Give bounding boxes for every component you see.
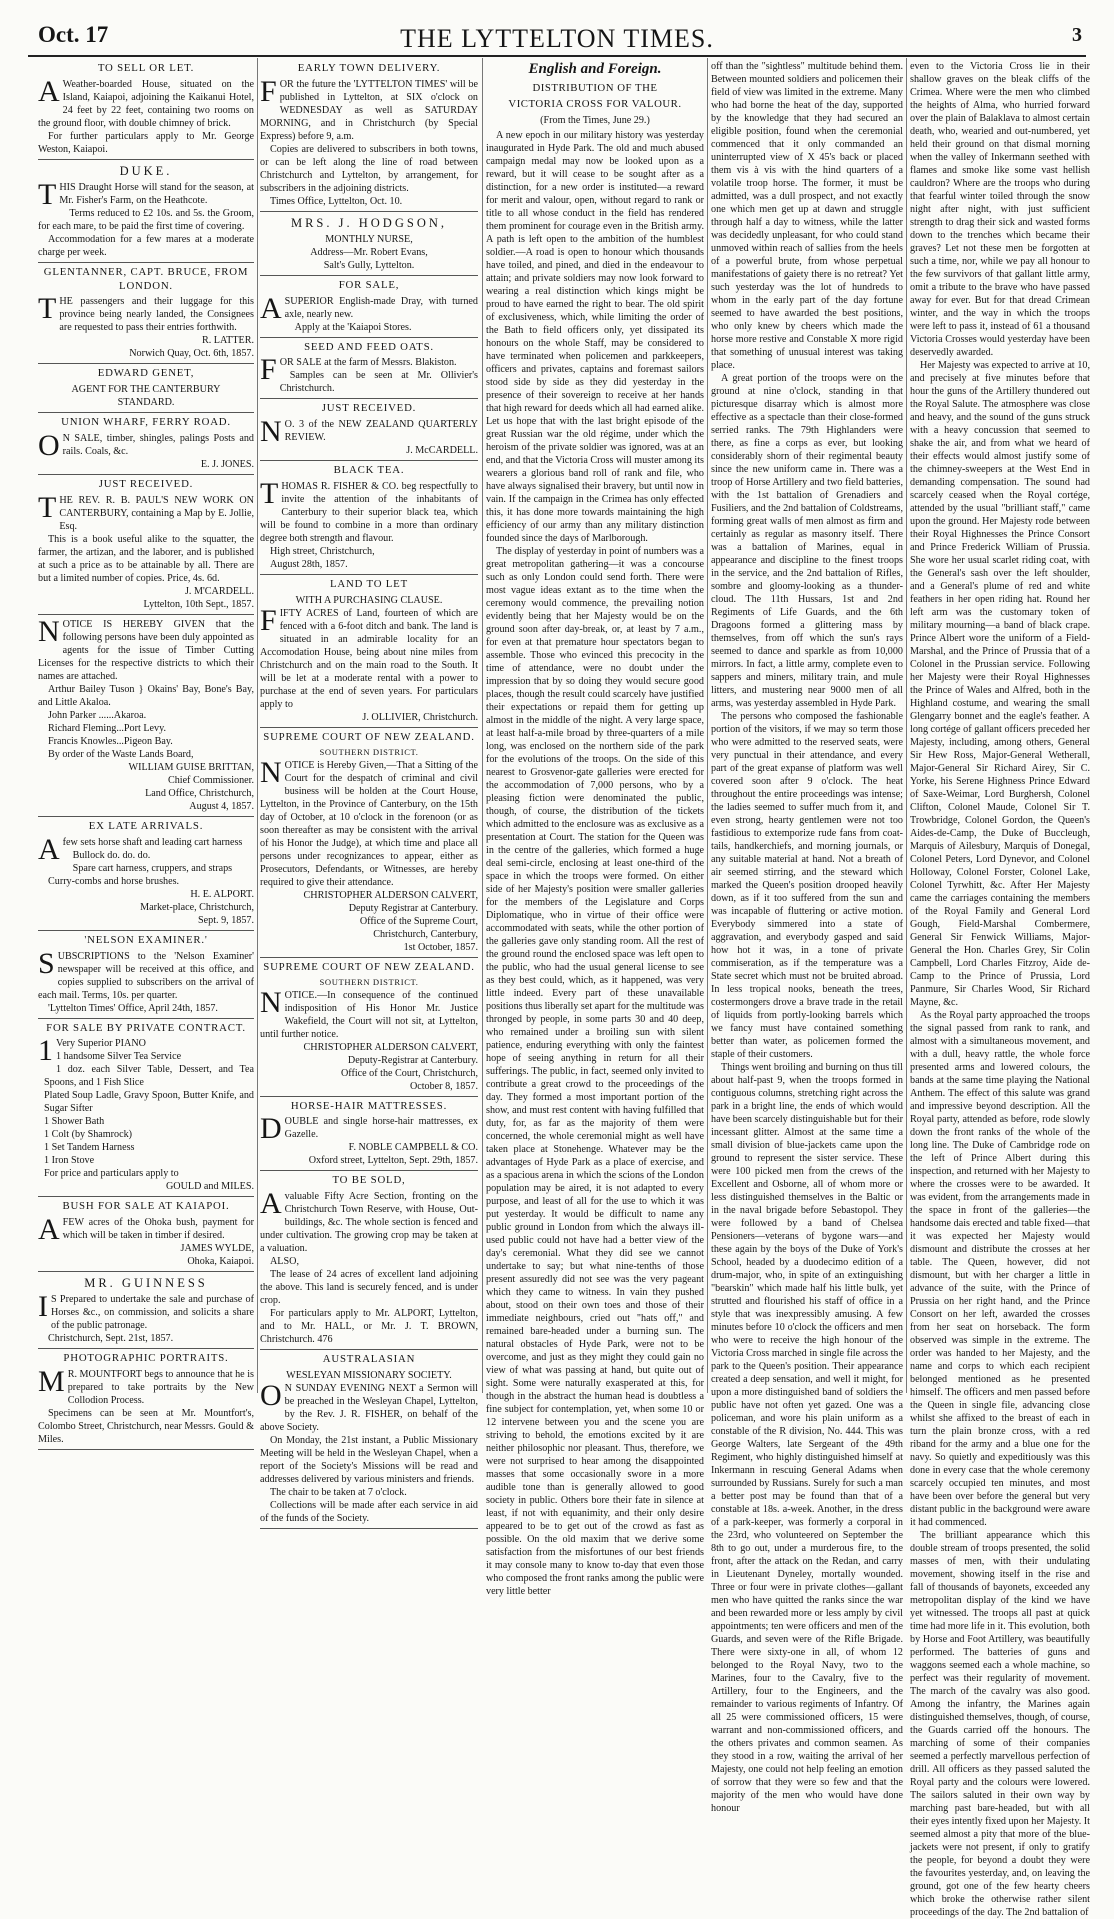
drop-capital: A <box>38 832 60 866</box>
ad-signature: F. NOBLE CAMPBELL & CO. <box>348 1142 478 1154</box>
ad-title: MRS. J. HODGSON, <box>290 215 447 230</box>
drop-capital: A <box>260 291 282 325</box>
ad-separator <box>38 930 254 931</box>
advertisement <box>38 478 254 611</box>
ad-text: Richard Fleming...Port Levy. <box>48 722 167 734</box>
ad-separator <box>260 460 478 461</box>
ad-text: Bullock do. do. do. <box>72 849 151 861</box>
drop-capital: T <box>38 292 57 326</box>
ad-separator <box>260 211 478 212</box>
advertisement <box>260 402 478 457</box>
ad-signature: E. J. JONES. <box>200 459 254 471</box>
ad-text: Specimens can be seen at Mr. Mountfort's, Colombo Street, Christchurch, near Messrs. Gould & Miles. <box>38 1407 254 1445</box>
ad-text: N SALE, timber, shingles, palings Posts and rails. Coals, &c. <box>62 433 254 458</box>
ad-text: few sets horse shaft and leading cart harness <box>62 836 243 848</box>
drop-capital: N <box>260 415 282 449</box>
ad-text: OUBLE and single horse-hair mattresses, ex Gazelle. <box>284 1116 478 1141</box>
ad-text: Curry-combs and horse brushes. <box>48 875 180 887</box>
newspaper-title: THE LYTTELTON TIMES. <box>400 24 714 53</box>
article-column-3 <box>910 60 1090 1918</box>
ad-signature: CHRISTOPHER ALDERSON CALVERT, <box>303 1041 478 1053</box>
advertisement <box>38 1352 254 1446</box>
ad-signature: H. E. ALPORT. <box>190 888 254 900</box>
drop-capital: S <box>38 946 55 980</box>
drop-capital: A <box>38 1213 60 1247</box>
article-column-2 <box>711 60 903 1814</box>
masthead <box>0 10 1114 53</box>
column-rule <box>257 58 258 1393</box>
advertisement <box>38 934 254 1015</box>
advertisement <box>38 1275 254 1345</box>
article-paragraph: A new epoch in our military history was yesterday inaugurated in Hyde Park. The old and much abused campaign medal may now be looked upon as a reward, but it will cease to be sought after as a distinction, for a new order is instituted—a reward for merit and valour, open, without regard to rank or title to all whose conduct in the field has rendered them prominent for courage even in the British army. A path is left open to the ambition of the humblest soldier.—A road is open to honour which thousands have toiled, and pined, and died in the endeavour to attain; and private soldiers may now look forward to wearing a real distinction which kings might be proud to have earned the right to bear. The old spirit of exclusiveness, which, while limiting the order of the Bath to field officers only, yet dissipated its honours on the whole Staff, may be considered to have terminated when policemen and parkkeepers, officers and privates, captains and foremast sailors stood side by side as they did yesterday in the presence of their sovereign to receive at her hands that high reward for deeds which all had earned alike. Let us hope that with the last bright episode of the great Russian war the old régime, under which the heroism of the private soldier was ignored, was at an end, and that the Victoria Cross will muster among its wearers a glorious band roll of rank and file, who have always signalised their bravery, but until now in vain. If the campaign in the Crimea has only effected this, it has done more towards maintaining the high efficiency of our army than any military distinction founded since the days of Marlborough. <box>486 129 704 544</box>
ad-separator <box>38 614 254 615</box>
ad-separator <box>260 337 478 338</box>
ad-text: OR SALE at the farm of Messrs. Blakiston. <box>279 357 457 369</box>
advertisement-column-2 <box>260 60 478 1524</box>
ad-separator <box>260 957 478 958</box>
ad-signature: Market-place, Christchurch, <box>140 901 254 913</box>
ad-signature: R. LATTER. <box>201 335 254 347</box>
ad-signature: WILLIAM GUISE BRITTAN, <box>128 761 254 773</box>
advertisement <box>260 731 478 954</box>
ad-separator <box>38 1449 254 1450</box>
drop-capital: M <box>38 1364 65 1398</box>
ad-signature: J. M'CARDELL. <box>184 585 254 597</box>
ad-title: AUSTRALASIAN <box>322 1353 416 1366</box>
advertisement <box>260 464 478 571</box>
ad-text: Terms reduced to £2 10s. and 5s. the Groom, for each mare, to be paid the first time of covering. <box>38 207 254 232</box>
ad-text: UBSCRIPTIONS to the 'Nelson Examiner' newspaper will be received at this office, and copies supplied to subscribers on the arrival of each mail. Terms, 10s. per quarter. <box>38 950 254 1001</box>
ad-signature: Deputy Registrar at Canterbury. <box>348 902 478 914</box>
ad-text: SUPERIOR English-made Dray, with turned axle, nearly new. <box>284 295 478 320</box>
ad-title: TO SELL OR LET. <box>97 62 195 74</box>
ad-text: 'Lyttelton Times' Office, April 24th, 1857. <box>48 1002 218 1014</box>
ad-signature: Land Office, Christchurch, <box>145 787 254 799</box>
ad-text: HIS Draught Horse will stand for the season, at Mr. Fisher's Farm, on the Heathcote. <box>59 181 254 206</box>
ad-separator <box>38 1196 254 1197</box>
drop-capital: A <box>260 1187 282 1221</box>
article-paragraph: Things went broiling and burning on thus till about half-past 9, when the troops formed in contiguous columns, stretching right across the park in a bright line, the ends of which would have been scarcely distinguishable but for their incessant glitter. Almost at the same time a small division of blue-jackets came upon the ground to represent the sister service. These were 100 picked men from the crews of the Excellent and Osborne, all of whom more or less distinguished themselves in the Baltic or in the naval brigade before Sebastopol. They were followed by a band of Chelsea Pensioners—veterans of bygone wars—and these again by the boys of the Duke of York's School, headed by a duodecimo edition of a drum-major, who, in spite of an extinguishing "bearskin" which made half his little bulk, yet strutted and flourished his staff of office in a style that was inexpressibly amusing. A few minutes before 10 o'clock the officers and men who were to receive the high honour of the Victoria Cross marched in single file across the park to the Queen's position. Their appearance created a deep sensation, and well it might, for upon a more distinguished band of soldiers the public have not often yet gazed. One was a policeman, and wore his plain uniform as a constable of the R division, No. 444. This was George Walters, late Sergeant of the 49th Regiment, who highly distinguished himself at Inkermann in rescuing General Adams when surrounded by Russians. Surely for such a man a better post may be found than that of a constable at 18s. a-week. Another, in the dress of a park-keeper, was formerly a corporal in the 23rd, who volunteered on September the 8th to go out, under a murderous fire, to the front, after the attack on the Redan, and carry in Lieutenant Dyneley, mortally wounded. Three or four were in private clothes—gallant men who have quitted the ranks since the war and been rewarded more or less amply by civil appointments; ten were officers and men of the Guards, and seven were of the Rifle Brigade. There were sixty-one in all, of whom 12 belonged to the Royal Navy, two to the Marines, four to the Cavalry, five to the Artillery, four to the Engineers, and the remainder to various regiments of Infantry. Of all 25 were commissioned officers, 15 were warrant and non-commissioned officers, and the others privates and common seamen. As they stood in a row, waiting the arrival of her Majesty, one could not help feeling an emotion of sorrow that they were so few and that the majority of the men who would have done honour <box>711 1062 903 1814</box>
advertisement <box>38 266 254 361</box>
ad-title: UNION WHARF, FERRY ROAD. <box>61 416 231 429</box>
ad-text: valuable Fifty Acre Section, fronting on the Christchurch Town Reserve, with House, Out-buildings, &c. The whole section is fenced and under cultivation. The growing crop may be taken at a valuation. <box>260 1191 478 1255</box>
ad-title: JUST RECEIVED. <box>321 402 417 415</box>
drop-capital: O <box>260 1378 282 1412</box>
ad-signature: CHRISTOPHER ALDERSON CALVERT, <box>303 889 478 901</box>
drop-capital: F <box>260 74 277 108</box>
ad-text: Spare cart harness, cruppers, and straps <box>72 862 233 874</box>
column-rule <box>906 58 907 1393</box>
ad-title: SUPREME COURT OF NEW ZEALAND. <box>263 960 475 973</box>
drop-capital: F <box>260 353 277 387</box>
ad-signature: Office of the Court, Christchurch, <box>340 1067 478 1079</box>
advertisement <box>260 279 478 334</box>
ad-title: SEED AND FEED OATS. <box>304 340 434 353</box>
ad-title: EX LATE ARRIVALS. <box>88 819 204 832</box>
ad-text: S Prepared to undertake the sale and purchase of Horses &c., on commission, and solicits a share of the public patronage. <box>51 1294 254 1332</box>
ad-list-item: 1 Colt (by Shamrock) <box>44 1129 133 1141</box>
ad-title: 'NELSON EXAMINER.' <box>84 933 208 946</box>
ad-subtitle: MONTHLY NURSE, <box>325 233 413 245</box>
ad-text: For further particulars apply to Mr. George Weston, Kaiapoi. <box>38 130 254 155</box>
drop-capital: T <box>260 477 279 511</box>
advertisement <box>38 1200 254 1268</box>
ad-signature: Christchurch, Canterbury, <box>373 928 478 940</box>
article-headline-line-1: DISTRIBUTION OF THE <box>532 82 658 95</box>
ad-subtitle: STANDARD. <box>117 397 175 409</box>
article-paragraph: The persons who composed the fashionable portion of the visitors, if we may so term those who were admitted to the reserved seats, were very punctual in their attendance, and every part of the great expanse of platform was well covered soon after 9 o'clock. The heat throughout the entire proceedings was intense; the ladies seemed to suffer much from it, and even strong, hearty gentlemen were not too fastidious to extemporize rude fans from coat-tails, handkerchiefs, and morning journals, or any suitable material at hand. Not a breath of air seemed stirring, and the steward which marked the Queen's position drooped heavily down, as if it too suffered from the sun and was incapable of fluttering or active motion. Everybody simmered into a state of aggravation, and everybody gasped and said how hot it was, in a tone of private commiseration, as if the temperature was a State secret which must not be bruited abroad. In less tropical nooks, beneath the trees, costermongers drove a brave trade in the retail of liquids from portly-looking barrels which we fancy must have contained something better than water, as policemen formed the staple of their customers. <box>711 711 903 1060</box>
ad-subtitle: Salt's Gully, Lyttelton. <box>323 259 415 271</box>
ad-text: Arthur Bailey Tuson } Okains' Bay, Bone's Bay, and Little Akaloa. <box>38 683 254 708</box>
ad-list-item: 1 handsome Silver Tea Service <box>56 1051 182 1063</box>
ad-separator <box>260 398 478 399</box>
article-paragraph: Her Majesty was expected to arrive at 10, and precisely at five minutes before that hour the guns of the Artillery thundered out the Royal Salute. The atmosphere was close and heavy, and the sound of the guns struck with a heavy concussion that seemed to shake the air, and from what we heard of their effects would almost justify some of the chimney-sweepers at the West End in demanding compensation. The sound had scarcely ceased when the Royal cortége, attended by the usual "brilliant staff," came upon the ground. Her Majesty rode between their Royal Highnesses the Prince Consort and Prince Frederick William of Prussia. She wore her usual scarlet riding coat, with the General's sash over the left shoulder, and a General's plume of red and white feathers in her open riding hat. Round her left arm was the customary token of military mourning—a band of black crape. Prince Albert wore the uniform of a Field-Marshal, and the Prince of Prussia that of a Colonel in the Prussian service. Following her Majesty were their Royal Highnesses the Prince of Wales and Alfred, both in the Highland costume, and wearing the small Glengarry bonnet and the eagle's feather. A long cortége of gallant officers preceded her Majesty, including, among others, General Sir Hew Ross, Major-General Wetherall, Major-General Sir Richard Airey, Sir C. Yorke, his Serene Highness Prince Edward of Saxe-Weimar, Lord Burghersh, Colonel Clifton, Colonel Maude, Colonel Sir T. Trowbridge, Colonel Gordon, the Queen's Aides-de-Camp, the Duke of Buccleugh, Marquis of Ailesbury, Marquis of Donegal, Colonel Peters, Lord Dynevor, and Colonel Holloway, Colonel Forster, Colonel Lake, Colonel Tyrwhitt, &c. After Her Majesty came the carriages containing the members of the Royal Family and General Lord Gough, Field-Marshal Combermere, General Sir Fenwick Williams, Major-General the Hon. Charles Grey, Sir Colin Campbell, Lord Charles Fitzroy, Aide de-Camp to the Prince of Prussia, Lord Panmure, Sir Charles Wood, Sir Richard Mayne, &c. <box>910 360 1090 1008</box>
ad-title: EDWARD GENET, <box>97 367 195 380</box>
ad-list-item: 1 Set Tandem Harness <box>44 1142 135 1154</box>
ad-title: FOR SALE BY PRIVATE CONTRACT. <box>46 1021 246 1034</box>
ad-text: High street, Christchurch, <box>270 546 375 558</box>
ad-separator <box>260 727 478 728</box>
ad-text: OR the future the 'LYTTELTON TIMES' will be published in Lyttelton, at SIX o'clock on WEDNESDAY as well as SATURDAY MORNING, and in Christchurch (by Special Express) before 9, a.m. <box>260 78 478 142</box>
article-paragraph: even to the Victoria Cross lie in their shallow graves on the bleak cliffs of the Crimea. Where were the men who climbed the heights of Alma, who hurried forward over the plain of Balaklava to almost certain death, who, wearied and out-numbered, yet held their ground on that dismal morning when the valley of Inkermann seethed with flames and smoke like some vast hellish cauldron? Where are the troops who during that fearful winter toiled through the snow night after night, with just sufficient strength to drag their sick and wasted forms down to the trenches which became their graves? Let not these men be forgotten at such a time, nor, while we pay all honour to the few survivors of that gallant little army, omit a tribute to the brave who have passed away for ever. But for that dread Crimean winter, and the way in which the troops were left to pass it, instead of 61 a thousand Victoria Crosses would yesterday have been deservedly awarded. <box>910 61 1090 358</box>
article-column-1 <box>486 60 704 1597</box>
ad-signature: 1st October, 1857. <box>403 941 478 953</box>
ad-text: Apply at the 'Kaiapoi Stores. <box>294 321 412 333</box>
advertisement <box>38 416 254 471</box>
ad-text: OTICE IS HEREBY GIVEN that the following persons have been duly appointed as agents for the issue of Timber Cutting Licenses for the respective districts to which their names are attached. <box>38 618 254 682</box>
drop-capital: F <box>260 603 277 637</box>
drop-capital: O <box>38 429 60 463</box>
ad-subtitle: AGENT FOR THE CANTERBURY <box>71 384 221 396</box>
ad-text: Accommodation for a few mares at a moderate charge per week. <box>38 233 254 258</box>
ad-signature: Sept. 9, 1857. <box>198 914 254 926</box>
article-paragraph: The brilliant appearance which this double stream of troops presented, the solid masses of men, with their undulating movement, showing itself in the rise and fall of thousands of bayonets, exceeded any metropolitan display of the kind we have yet witnessed. The troops all past at quick time had more life in it. This evolution, both by Horse and Foot Artillery, was beautifully performed. The batteries of guns and waggons seemed each a whole machine, so perfect was their regularity of movement. The march of the cavalry was also good. Among the infantry, the Marines again distinguished themselves, though, of course, the Guards carried off the honours. The marching of some of their companies seemed a perfectly marvellous perfection of drill. All officers as they passed saluted the Royal party and the colours were lowered. The sailors saluted in their own way by marching past bare-headed, but with all their eyes intently fixed upon her Majesty. It seemed almost a pity that more of the blue-jackets were not present, if only to gratify the people, for beyond a doubt they were the favourites yesterday, and, on leaving the ground, got one of the few hearty cheers which broke the otherwise rather silent proceedings of the day. The 2nd battalion of <box>910 1530 1090 1918</box>
ad-title: LAND TO LET <box>330 578 408 591</box>
ad-text: O. 3 of the NEW ZEALAND QUARTERLY REVIEW. <box>284 419 478 444</box>
ad-list-item: 1 Iron Stove <box>44 1155 95 1167</box>
advertisement-column-1 <box>38 60 254 1445</box>
ad-separator <box>38 363 254 364</box>
ad-text: HE passengers and their luggage for this province being nearly landed, the Consignees are requested to pass their entries forthwith. <box>59 296 254 334</box>
ad-subtitle: Address—Mr. Robert Evans, <box>310 246 428 258</box>
ad-text: HOMAS R. FISHER & CO. beg respectfully to invite the attention of the inhabitants of Canterbury to their superior black tea, which will be found to combine in a more than ordinary degree both strength and flavour. <box>260 481 478 545</box>
ad-title: FOR SALE, <box>338 278 400 291</box>
drop-capital: D <box>260 1112 282 1146</box>
ad-list-item: 1 doz. each Silver Table, Dessert, and Tea Spoons, and 1 Fish Slice <box>44 1064 254 1089</box>
advertisement <box>260 1353 478 1525</box>
ad-subtitle: WESLEYAN MISSIONARY SOCIETY. <box>286 1369 452 1381</box>
article-paragraph: The display of yesterday in point of numbers was a great metropolitan gathering—it was a concourse such as only London could send forth. There were most vague ideas extant as to the time when the ceremony would commence, the prevailing notion evidently being that her Majesty would be on the ground soon after day-break, or, at least by 7 a.m., for even at that premature hour spectators began to assemble. Those who evinced this precocity in the time of attendance, were no doubt under the impression that by so doing they would secure good places, though the result could scarcely have justified their expectations or repaid them for getting up almost in the middle of the night. A very large space, at least half-a-mile broad by three-quarters of a mile long, was enclosed on the northern side of the park for the evolutions of the troops. On the side of this nearest to Grosvenor-gate galleries were erected for the accommodation of 7,000 persons, who by a pleasing fiction were denominated the public, though, of course, the distribution of the tickets which admitted to the enclosure was as exclusive as a presentation at Court. The station for the Queen was in the centre of the galleries, which formed a huge deal semi-circle, enclosing at least one-third of the space in which the troops were formed. On either side of her Majesty's position were smaller galleries for the members of the Legislature and Corps Diplomatique, who in virtue of their office were accommodated with seats, while the other portion of the galleries gave only standing room. All the rest of the ground round the enclosed space was left open to the public, who had the usual general license to see as they best could, which, as it happened, was very little indeed. Every part of these unavailable positions thus liberally set apart for the multitude was thronged by people, in some parts 30 and 40 deep, who remained under a broiling sun with silent patience, enduring everything with only the faintest hope of seeing anything in return for all their sufferings. The public, in fact, seemed only invited to contribute a great crowd to the proceedings of the day. They formed a most important portion of the show, and must rest content with having fulfilled that duty, for, as far as the majority of them were concerned, the whole ceremonial might as well have taken place at Stonehenge. Whatever may be the advantages of Hyde Park as a place of exercise, and as a spacious arena in which the scions of the London population may be aired, it is not adapted to every purpose, and least of all for the use to which it was put yesterday. It would be difficult to name any public ground in London from which the always ill-used public could not have had a better view of the day's ceremonial. What they did see we cannot undertake to say; but what nine-tenths of those present assuredly did not see was the very pageant which they came to witness. In vain they pushed about, stood on their own toes and those of their immediate neighbours, cried out "hats off," and remained bare-headed under a burning sun. The natural obstacles of Hyde Park, were not to be overcome, and just as they might they could gain no view of what was passing at hand, but quite out of sight. Some were naturally exasperated at this, for though in the abstract the human head is doubtless a fine subject for contemplation, yet, when some 10 or 12 intervene between you and the scene you are striving to behold, the emotions excited by it are neither philosophic nor pleasant. Thus, therefore, we were not surprised to hear among the disappointed masses that some occasionally swore in a more audible tone than is generally allowed to good society in public. Others bore their fate in silence at least, if not with equanimity, and their only desire appeared to be to get out of the crowd as fast as possible. On the old maxim that we derive some satisfaction from the misfortunes of our best friends it may console many to know to-day that even those who composed the front ranks among the public were very little better <box>486 545 704 1597</box>
ad-separator <box>38 1271 254 1272</box>
article-paragraph: off than the "sightless" multitude behind them. Between mounted soldiers and policemen their field of view was limited in the extreme. Many who had borne the heat of the day, supported by the knowledge that they had secured an eligible position, found when the ceremonial commenced that it only commanded an uninterrupted view of X 45's back or placed them vis à vis with the hind quarters of a volatile troop horse. The former, it must be admitted, was a dull prospect, and not exactly one which men get up at dawn and struggle through half a day to witness, while the latter was decidedly unpleasant, for who could stand unmoved within reach of sallies from the heels of a powerful brute, from whose perpetual manifestations of gaiety there is no retreat? Yet such yesterday was the lot of hundreds to whom in the early part of the day fortune seemed to have awarded the best positions, who only knew by cheers which made the horse more restive and Constable X more rigid that something of unusual interest was taking place. <box>711 61 903 371</box>
ad-title: HORSE-HAIR MATTRESSES. <box>290 1099 448 1112</box>
ad-text: Samples can be seen at Mr. Ollivier's Christchurch. <box>279 370 478 395</box>
ad-subtitle: WITH A PURCHASING CLAUSE. <box>295 594 443 606</box>
ad-text: Francis Knowles...Pigeon Bay. <box>48 735 173 747</box>
ad-text: For particulars apply to Mr. ALPORT, Lyttelton, and to Mr. HALL, or Mr. J. T. BROWN, Christchurch. 476 <box>260 1308 478 1346</box>
ad-title: MR. GUINNESS <box>84 1276 208 1291</box>
article-body <box>486 129 704 1598</box>
ad-signature: Ohoka, Kaiapoi. <box>187 1256 254 1268</box>
ad-title: DUKE. <box>119 163 173 178</box>
drop-capital: T <box>38 490 57 524</box>
ad-text: N SUNDAY EVENING NEXT a Sermon will be preached in the Wesleyan Chapel, Lyttelton, by the Rev. J. R. FISHER, on behalf of the above Society. <box>260 1382 478 1433</box>
column-rule <box>482 58 483 1393</box>
ad-separator <box>260 574 478 575</box>
advertisement <box>260 1100 478 1168</box>
ad-separator <box>38 412 254 413</box>
ad-signature: Oxford street, Lyttelton, Sept. 29th, 1857. <box>308 1155 478 1167</box>
ad-text: Copies are delivered to subscribers in both towns, or can be left along the line of road between Christchurch and Lyttelton, by arrangement, for subscribers in the adjoining districts. <box>260 143 478 194</box>
ad-separator <box>260 275 478 276</box>
ad-title: SUPREME COURT OF NEW ZEALAND. <box>263 730 475 743</box>
ad-separator <box>38 262 254 263</box>
advertisement <box>260 215 478 272</box>
ad-signature: JAMES WYLDE, <box>180 1243 254 1255</box>
ad-signature: GOULD and MILES. <box>165 1181 254 1193</box>
ad-separator <box>38 474 254 475</box>
advertisement <box>260 1174 478 1346</box>
ad-text: Christchurch, Sept. 21st, 1857. <box>48 1333 174 1345</box>
article-paragraph: A great portion of the troops were on the ground at nine o'clock, standing in that picturesque disarray which is almost more effective as a spectacle than their close-formed serried ranks. The 79th Highlanders were there, as fine a corps as ever, but looking considerably shorn of their regimental beauty since the new uniform came in. There was a troop of Horse Artillery and two field batteries, with the 1st battalion of Grenadiers and Fusiliers, and the 2nd battalion of Coldstreams, forming great walls of men almost as firm and certainly as regular as masonry itself. There was a battalion of Marines, equal in appearance and discipline to the finest troops in the service, and the 2nd battalion of Rifles, sombre and gloomy-looking as a thunder-cloud. The 11th Hussars, 1st and 2nd Regiments of Life Guards, and the 6th Dragoons formed a glittering mass by themselves, from off which the sun's rays seemed to dance and sparkle as from 10,000 mirrors. In fact, a little army, complete even to sappers and miners, military train, and mule litters, and mustering near 9000 men of all arms, was yesterday assembled in Hyde Park. <box>711 373 903 709</box>
column-rule <box>707 58 708 1393</box>
advertisement <box>38 614 254 813</box>
ad-text: IFTY ACRES of Land, fourteen of which are fenced with a 6-foot ditch and bank. The land is situated in an admirable locality for an Accomodation House, being about nine miles from Christchurch and on the main road to the South. It will be let at a moderate rental with a power to purchase at the end of seven years. For particulars apply to <box>260 607 478 710</box>
ad-subtitle: SOUTHERN DISTRICT. <box>319 746 419 757</box>
ad-signature: Office of the Supreme Court, <box>359 915 478 927</box>
ad-text: ALSO, <box>270 1256 299 1268</box>
ad-text: OTICE is Hereby Given,—That a Sitting of the Court for the despatch of criminal and civil business will be holden at the Court House, Lyttelton, in the Province of Canterbury, on the 15th day of October, at 10 o'clock in the forenoon (or as soon thereafter as may be consistent with the arrival of his Honor the Judge), at which time and place all persons under recognizances to appear, either as Prosecutors, Defendants, or Witnesses, are hereby required to give their attendance. <box>260 759 478 888</box>
advertisement <box>38 820 254 927</box>
ad-signature: August 4, 1857. <box>189 800 254 812</box>
ad-separator <box>260 1349 478 1350</box>
ad-title: PHOTOGRAPHIC PORTRAITS. <box>63 1352 229 1365</box>
ad-text: Times Office, Lyttelton, Oct. 10. <box>270 195 403 207</box>
ad-list-item: Plated Soup Ladle, Gravy Spoon, Butter Knife, and Sugar Sifter <box>44 1090 254 1115</box>
ad-text: By order of the Waste Lands Board, <box>48 748 194 760</box>
section-heading: English and Foreign. <box>528 61 662 77</box>
article-paragraph: As the Royal party approached the troops the signal passed from rank to rank, and almost with a simultaneous movement, and with a dull, heavy rattle, the whole force presented arms and lowered colours, the bands at the same time playing the National Anthem. The effect of this salute was grand and impressive beyond description. All the Royal party, attended as before, rode slowly down the front ranks of the whole of the long line. The Duke of Cambridge rode on the left of Prince Albert during this inspection, and returned with her Majesty to where the crosses were to be awarded. It was evident, from the arrangements made in the space in front of the galleries—the handsome dais erected and table fixed—that it was expected her Majesty would dismount and distribute the crosses at her table. The Queen, however, did not dismount, but with her charger a little in advance of the suite, with the Prince of Prussia on her right hand, and the Prince Consort on her left, awarded the crosses from her seat on horseback. The form observed was simple in the extreme. The order was handed to her Majesty, and the name and corps to which each recipient belonged mentioned as he presented himself. The officers and men passed before the Queen in single file, advancing close whilst she affixed to the breast of each in turn the plain bronze cross, with a red riband for the army and a blue one for the navy. So quietly and expeditiously was this done in every case that the whole ceremony scarcely occupied ten minutes, and most have been over before the general but very distant public in the background were aware it had commenced. <box>910 1010 1090 1528</box>
ad-list-item: Very Superior PIANO <box>56 1038 146 1050</box>
ad-separator <box>38 1348 254 1349</box>
ad-separator <box>260 1528 478 1529</box>
ad-separator <box>38 1018 254 1019</box>
advertisement <box>260 62 478 208</box>
drop-capital: N <box>38 614 60 648</box>
drop-capital: N <box>260 755 282 789</box>
ad-text: HE REV. R. B. PAUL'S NEW WORK ON CANTERBURY, containing a Map by E. Jollie, Esq. <box>59 494 254 532</box>
drop-capital: T <box>38 177 57 211</box>
ad-signature: J. McCARDELL. <box>406 445 478 457</box>
masthead-rule <box>28 55 1086 57</box>
ad-signature: October 8, 1857. <box>409 1080 478 1092</box>
ad-text: John Parker ......Akaroa. <box>48 709 147 721</box>
ad-signature: Deputy-Registrar at Canterbury. <box>347 1054 478 1066</box>
article-headline-line-2: VICTORIA CROSS FOR VALOUR. <box>508 98 682 110</box>
page-number: 3 <box>1072 24 1082 46</box>
drop-capital: 1 <box>38 1034 53 1068</box>
ad-text: The lease of 24 acres of excellent land adjoining the above. This land is securely fenced, and is under crop. <box>260 1269 478 1307</box>
ad-text: OTICE.—In consequence of the continued indisposition of His Honor Mr. Justice Wakefield, the Court will not sit, at Lyttelton, until further notice. <box>260 989 478 1040</box>
ad-separator <box>38 816 254 817</box>
advertisement <box>260 578 478 724</box>
advertisement <box>38 163 254 259</box>
ad-signature: J. OLLIVIER, Christchurch. <box>362 711 478 723</box>
advertisement <box>38 1022 254 1194</box>
ad-title: TO BE SOLD, <box>332 1174 406 1187</box>
ad-title: BUSH FOR SALE AT KAIAPOI. <box>62 1200 230 1213</box>
ad-subtitle: SOUTHERN DISTRICT. <box>319 976 419 987</box>
advertisement <box>260 341 478 396</box>
ad-text: The chair to be taken at 7 o'clock. <box>270 1486 407 1498</box>
ad-text: Weather-boarded House, situated on the Island, Kaiapoi, adjoining the Kaikanui Hotel, 24 feet by 22 feet, containing two rooms on the ground floor, with double chimney of brick. <box>38 78 254 129</box>
advertisement <box>38 62 254 156</box>
ad-text: August 28th, 1857. <box>270 559 348 571</box>
ad-title: GLENTANNER, CAPT. BRUCE, FROM LONDON. <box>43 265 249 292</box>
ad-text: This is a book useful alike to the squatter, the farmer, the artizan, and the laborer, and is published at such a price as to be attainable by all. There are but a limited number of copies. Price, 4s. 6d. <box>38 533 254 584</box>
drop-capital: N <box>260 985 282 1019</box>
ad-separator <box>260 1170 478 1171</box>
drop-capital: A <box>38 74 60 108</box>
article-source: (From the Times, June 29.) <box>540 114 650 126</box>
advertisement <box>38 367 254 409</box>
ad-signature: Norwich Quay, Oct. 6th, 1857. <box>129 348 254 360</box>
ad-title: JUST RECEIVED. <box>98 478 194 491</box>
ad-text: FEW acres of the Ohoka bush, payment for which will be taken in timber if desired. <box>62 1217 254 1242</box>
advertisement <box>260 961 478 1093</box>
ad-text: R. MOUNTFORT begs to announce that he is prepared to take portraits by the New Collodion Process. <box>67 1368 254 1406</box>
ad-title: BLACK TEA. <box>333 464 405 477</box>
drop-capital: I <box>38 1290 48 1324</box>
ad-separator <box>38 159 254 160</box>
ad-list-item: For price and particulars apply to <box>44 1168 179 1180</box>
ad-list <box>38 1034 254 1180</box>
ad-signature: Chief Commissioner. <box>167 774 254 786</box>
ad-signature: Lyttelton, 10th Sept., 1857. <box>143 598 254 610</box>
ad-separator <box>260 1096 478 1097</box>
ad-text: Collections will be made after each service in aid of the funds of the Society. <box>260 1499 478 1524</box>
ad-title: EARLY TOWN DELIVERY. <box>297 62 441 74</box>
issue-date: Oct. 17 <box>38 22 109 47</box>
ad-text: On Monday, the 21st instant, a Public Missionary Meeting will be held in the Wesleyan Chapel, when a report of the Society's Missions will be read and addresses delivered by various ministers and friends. <box>260 1434 478 1485</box>
ad-list-item: 1 Shower Bath <box>44 1116 105 1128</box>
